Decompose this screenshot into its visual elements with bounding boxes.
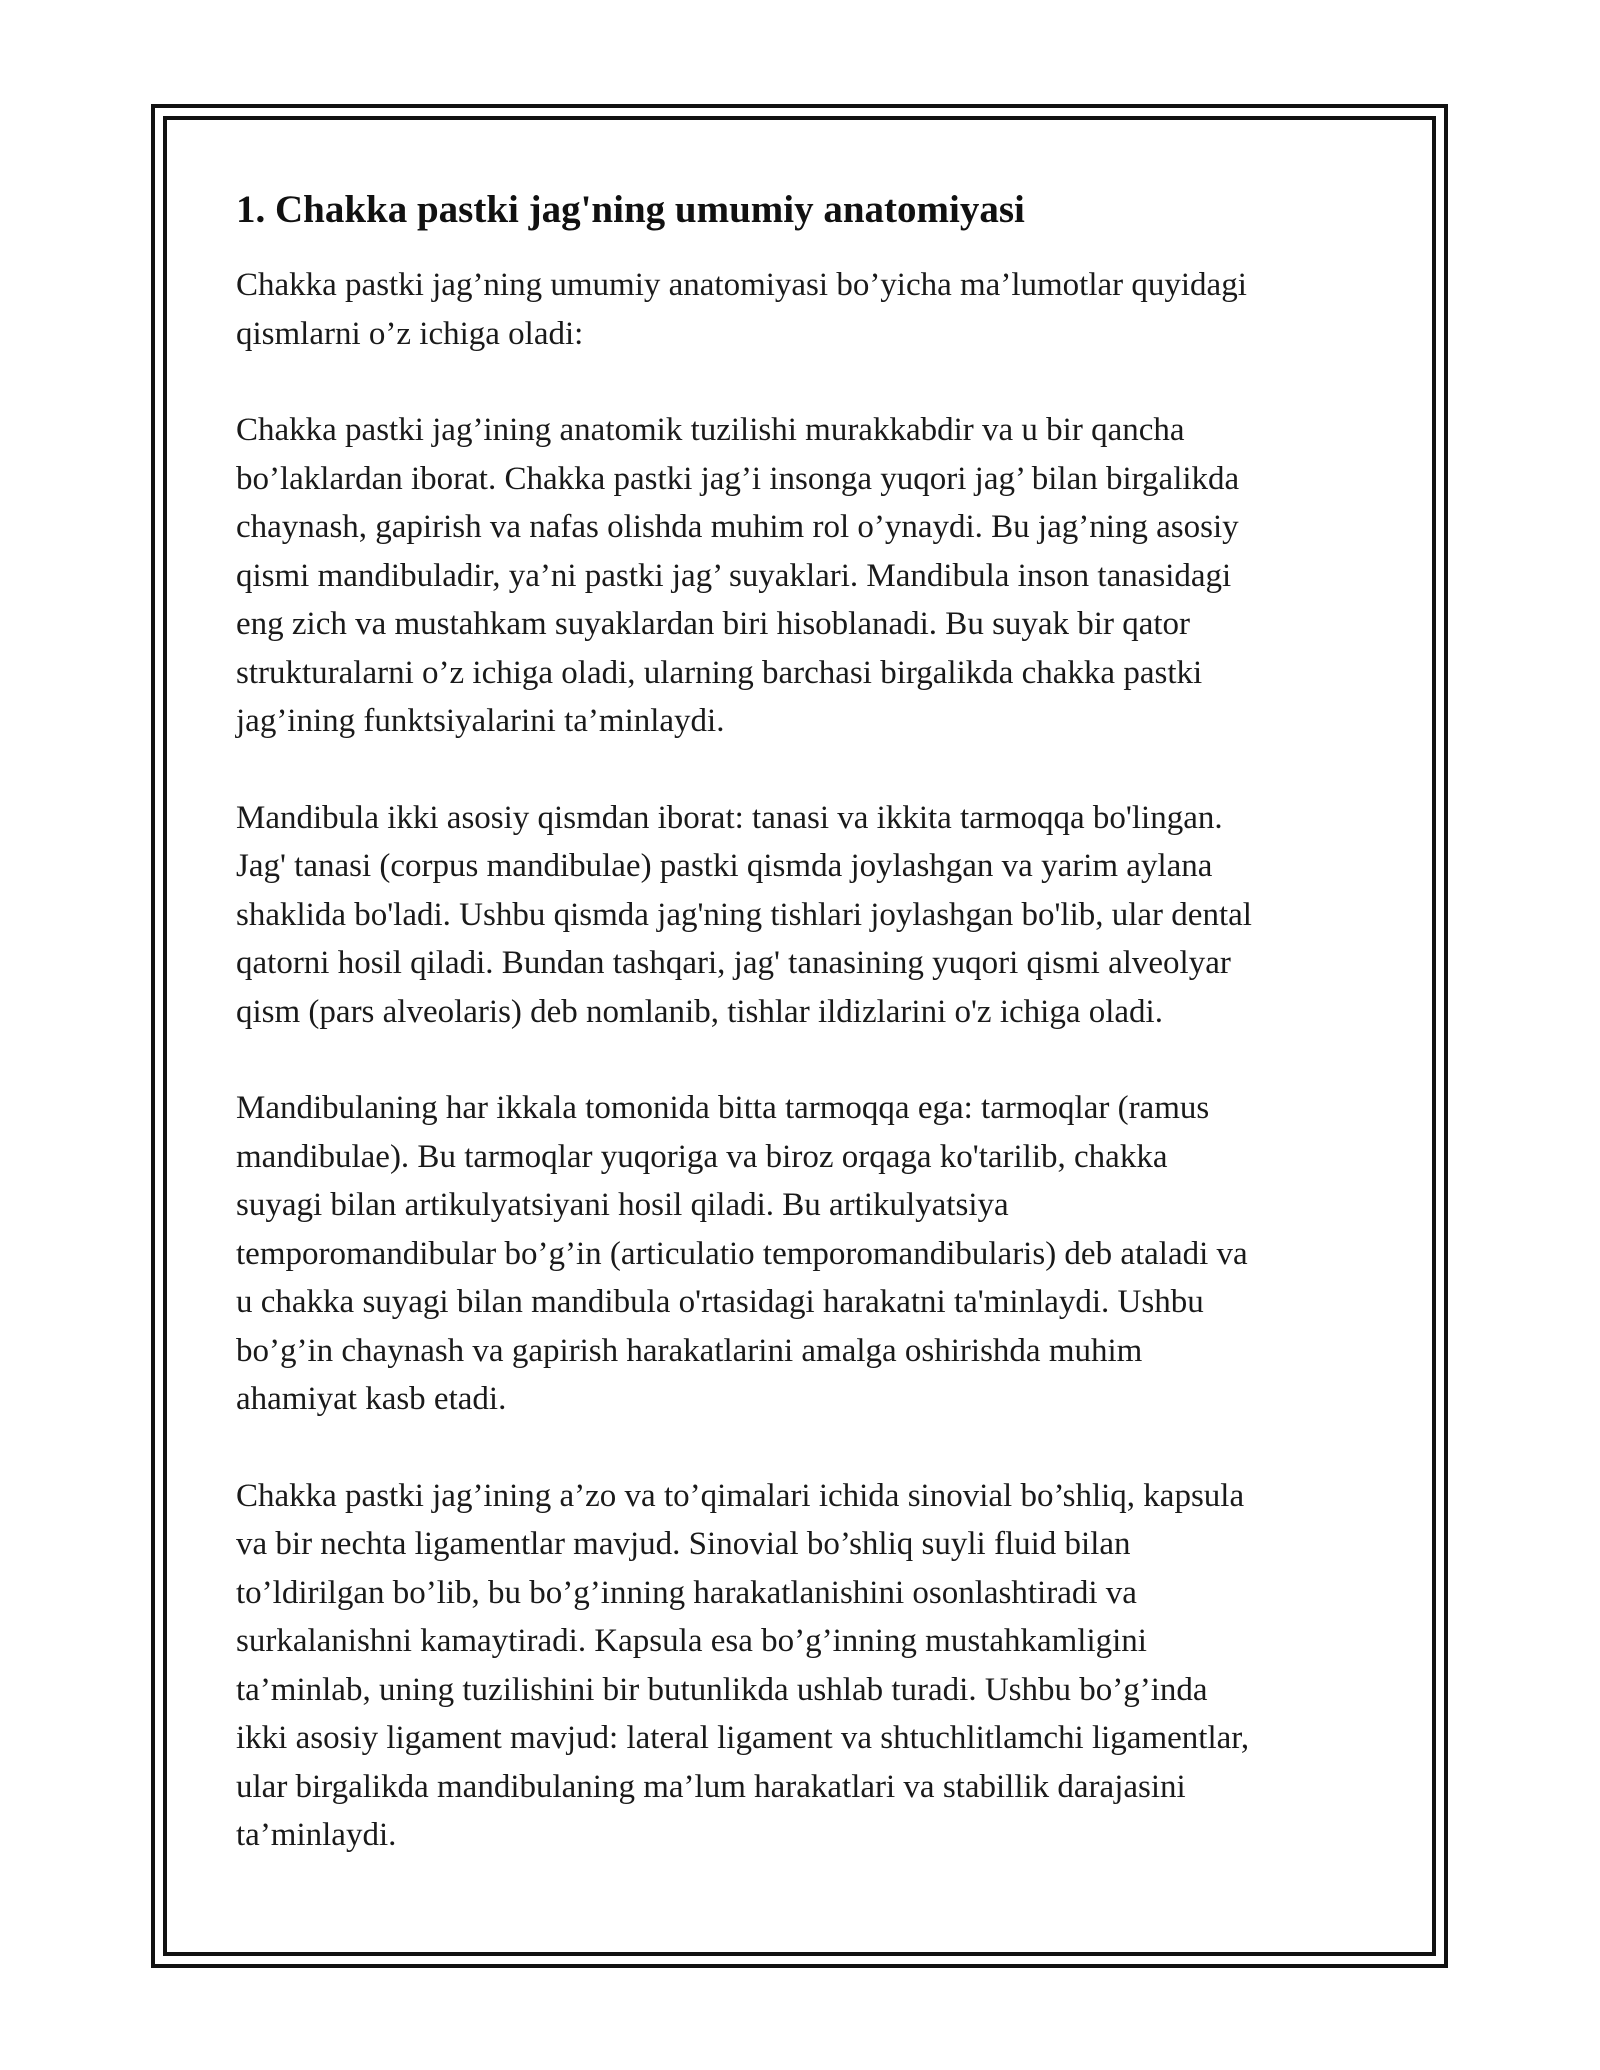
- text-line: Chakka pastki jag’ining a’zo va to’qimalari ichida sinovial bo’shliq, kapsula: [236, 1477, 1245, 1514]
- text-line: strukturalarni o’z ichiga oladi, ularning barchasi birgalikda chakka pastki: [236, 654, 1203, 691]
- paragraph: [236, 406, 1371, 746]
- text-line: chaynash, gapirish va nafas olishda muhim rol o’ynaydi. Bu jag’ning asosiy: [236, 509, 1239, 545]
- text-line: shaklida bo'ladi. Ushbu qismda jag'ning tishlari joylashgan bo'lib, ular dental: [236, 896, 1252, 933]
- text-line: qismlarni o’z ichiga oladi:: [236, 315, 584, 352]
- text-line: eng zich va mustahkam suyaklardan biri hisoblanadi. Bu suyak bir qator: [236, 606, 1191, 642]
- text-line: to’ldirilgan bo’lib, bu bo’g’inning harakatlanishini osonlashtiradi va: [236, 1574, 1137, 1611]
- text-line: ular birgalikda mandibulaning ma’lum harakatlari va stabillik darajasini: [236, 1768, 1186, 1805]
- text-line: Chakka pastki jag’ining anatomik tuzilishi murakkabdir va u bir qancha: [236, 412, 1185, 448]
- text-line: qism (pars alveolaris) deb nomlanib, tishlar ildizlarini o'z ichiga oladi.: [236, 993, 1163, 1030]
- paragraph: [236, 1472, 1371, 1860]
- document-body: [236, 186, 1371, 1860]
- text-line: temporomandibular bo’g’in (articulatio temporomandibularis) deb ataladi va: [236, 1235, 1248, 1272]
- text-line: bo’g’in chaynash va gapirish harakatlarini amalga oshirishda muhim: [236, 1332, 1143, 1369]
- text-line: Jag' tanasi (corpus mandibulae) pastki qismda joylashgan va yarim aylana: [236, 848, 1213, 884]
- text-line: u chakka suyagi bilan mandibula o'rtasidagi harakatni ta'minlaydi. Ushbu: [236, 1284, 1204, 1320]
- text-line: mandibulae). Bu tarmoqlar yuqoriga va biroz orqaga ko'tarilib, chakka: [236, 1138, 1168, 1175]
- section-heading: 1. Chakka pastki jag'ning umumiy anatomiyasi: [236, 188, 1025, 231]
- paragraph-list: [236, 261, 1371, 1860]
- paragraph: [236, 794, 1371, 1037]
- text-line: Mandibulaning har ikkala tomonida bitta tarmoqqa ega: tarmoqlar (ramus: [236, 1090, 1210, 1126]
- paragraph: [236, 1084, 1371, 1424]
- text-line: va bir nechta ligamentlar mavjud. Sinovial bo’shliq suyli fluid bilan: [236, 1526, 1131, 1562]
- text-line: surkalanishni kamaytiradi. Kapsula esa bo’g’inning mustahkamligini: [236, 1623, 1147, 1659]
- text-line: ahamiyat kasb etadi.: [236, 1381, 507, 1417]
- text-line: jag’ining funktsiyalarini ta’minlaydi.: [236, 703, 725, 739]
- text-line: qismi mandibuladir, ya’ni pastki jag’ suyaklari. Mandibula inson tanasidagi: [236, 557, 1232, 594]
- text-line: Chakka pastki jag’ning umumiy anatomiyasi bo’yicha ma’lumotlar quyidagi: [236, 267, 1247, 303]
- text-line: ta’minlaydi.: [236, 1817, 397, 1853]
- text-line: suyagi bilan artikulyatsiyani hosil qiladi. Bu artikulyatsiya: [236, 1187, 1009, 1223]
- paragraph: [236, 261, 1371, 358]
- text-line: bo’laklardan iborat. Chakka pastki jag’i insonga yuqori jag’ bilan birgalikda: [236, 460, 1240, 497]
- text-line: Mandibula ikki asosiy qismdan iborat: tanasi va ikkita tarmoqqa bo'lingan.: [236, 799, 1223, 836]
- text-line: ikki asosiy ligament mavjud: lateral ligament va shtuchlitlamchi ligamentlar,: [236, 1720, 1250, 1756]
- text-line: ta’minlab, uning tuzilishini bir butunlikda ushlab turadi. Ushbu bo’g’inda: [236, 1671, 1208, 1708]
- text-line: qatorni hosil qiladi. Bundan tashqari, jag' tanasining yuqori qismi alveolyar: [236, 945, 1231, 981]
